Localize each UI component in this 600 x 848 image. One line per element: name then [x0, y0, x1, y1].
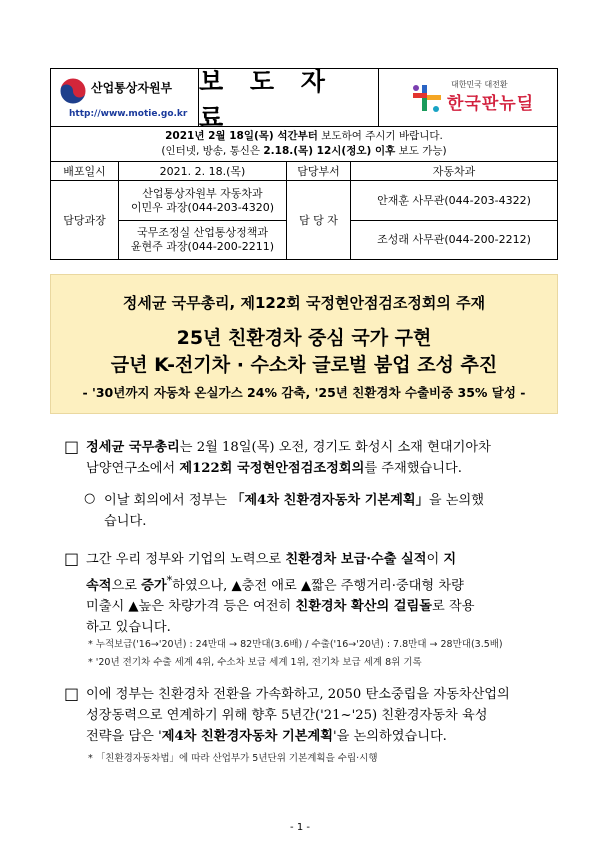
ministry-emblem-icon [59, 77, 87, 105]
p3-m: 하고 있습니다. [86, 620, 171, 636]
p3-d: 지 [443, 552, 457, 567]
dept-label: 담당부서 [287, 162, 351, 180]
manager-2-dept: 국무조정실 산업통상정책과 [136, 226, 268, 239]
p1-b: 는 2월 18일(목) 오전, 경기도 화성시 소재 현대기아차 [179, 440, 491, 455]
manager-label: 담당과장 [51, 181, 119, 259]
headline-box [50, 274, 558, 414]
p3-line-4 [86, 617, 566, 638]
manager-1-name: 이민우 과장(044-203-4320) [130, 200, 275, 214]
manager-2 [119, 220, 286, 259]
brand-cell [379, 69, 557, 126]
manager-2-name: 윤현주 과장(044-200-2211) [130, 240, 275, 253]
p3-k: 친환경차 확산의 걸림돌 [295, 599, 433, 615]
korean-new-deal-logo-icon [407, 83, 443, 113]
page-number: - 1 - [290, 822, 310, 833]
p3-line-2 [86, 570, 566, 596]
p2-line-2 [104, 511, 564, 532]
p4-c: 전략을 담은 ' [86, 729, 162, 744]
p1-c: 남양연구소에서 [86, 461, 180, 476]
paragraph-1 [86, 437, 566, 479]
managers-cell [119, 181, 287, 259]
square-bullet-icon: □ [64, 549, 80, 568]
p3-l: 로 작용 [432, 599, 475, 615]
release-line-2 [51, 144, 557, 159]
p3-h: * [166, 574, 173, 587]
p4-line-1: 이에 정부는 친환경차 전환을 가속화하고, 2050 탄소중립을 자동차산업의 [86, 687, 510, 702]
p3-c: 이 [426, 552, 444, 567]
p3-b: 친환경차 보급·수출 실적 [285, 552, 427, 567]
brand-subtitle: 대한민국 대전환 [451, 80, 508, 89]
p3-j: 미출시 ▲높은 차량가격 등은 여전히 [86, 599, 296, 615]
footnote-3: * 「친환경자동차법」에 따라 산업부가 5년단위 기본계획을 수립·시행 [88, 753, 378, 764]
p1-d: 제122회 국정현안점검조정회의 [179, 461, 365, 476]
headline-title-1: 25년 친환경차 중심 국가 구현 [176, 327, 432, 349]
staff-cell [351, 181, 557, 259]
brand-title: 한국판뉴딜 [447, 94, 535, 114]
paragraph-4 [86, 684, 566, 747]
dept-value: 자동차과 [432, 165, 476, 178]
ministry-logo-cell [51, 69, 199, 126]
ministry-url-link[interactable]: http://www.motie.go.kr [69, 109, 188, 119]
p2-c: 을 논의했 [428, 493, 484, 508]
release-line-2-pre: (인터넷, 방송, 통신은 [161, 145, 264, 157]
staff-label: 담 당 자 [287, 181, 351, 259]
p3-f: 으로 [111, 578, 142, 594]
p3-line-3 [86, 596, 566, 617]
staff-1: 안재훈 사무관(044-203-4322) [377, 193, 531, 207]
headline-title-2: 금년 K-전기차 · 수소차 글로벌 붐업 조성 추진 [110, 354, 498, 376]
release-line-2-post: 보도 가능) [395, 145, 447, 157]
p4-d: 제4차 친환경자동차 기본계획 [161, 729, 333, 744]
p3-e: 속적 [86, 578, 112, 594]
p1-a: 정세균 국무총리 [86, 440, 180, 455]
headline-note: - '30년까지 자동차 온실가스 24% 감축, '25년 친환경차 수출비중 35% 달성 - [82, 385, 526, 400]
paragraph-3 [86, 549, 566, 638]
staff-2: 조성래 사무관(044-200-2212) [351, 220, 557, 259]
dist-value: 2021. 2. 18.(목) [119, 162, 287, 180]
release-timing [51, 127, 557, 162]
p4-line-2: 성장동력으로 연계하기 위해 향후 5년간('21~'25) 친환경자동차 육성 [86, 708, 488, 723]
p3-i: 하였으나, ▲충전 애로 ▲짧은 주행거리·중대형 차량 [172, 578, 464, 594]
p2-d: 습니다. [104, 514, 147, 529]
manager-1-dept: 산업통상자원부 자동차과 [142, 186, 263, 200]
p2-b: 「제4차 친환경자동차 기본계획」 [231, 493, 429, 508]
p1-e: 를 주재했습니다. [364, 461, 462, 476]
square-bullet-icon: □ [64, 437, 80, 456]
footnote-2: * '20년 전기차 수출 세계 4위, 수소차 보급 세계 1위, 전기차 보급 세계 8위 기록 [88, 657, 422, 668]
manager-1 [119, 181, 286, 220]
p3-line-1 [86, 549, 566, 570]
contacts-row [51, 181, 557, 259]
p4-e: '을 논의하였습니다. [332, 729, 447, 744]
release-date: 2021년 2월 18일(목) 석간부터 [165, 130, 318, 142]
release-line-1-rest: 보도하여 주시기 바랍니다. [317, 130, 443, 142]
doc-title-cell [199, 66, 379, 132]
release-line-1 [51, 129, 557, 144]
p3-a: 그간 우리 정부와 기업의 노력으로 [86, 552, 286, 567]
header-table [50, 68, 558, 260]
p2-line-1 [104, 490, 564, 511]
paragraph-2 [104, 490, 564, 532]
headline-subtitle: 정세균 국무총리, 제122회 국정현안점검조정회의 주재 [122, 294, 486, 312]
p4-line-3 [86, 726, 566, 747]
footnote-1: * 누적보급('16→'20년) : 24만대 → 82만대(3.6배) / 수출('16→'20년) : 7.8만대 → 28만대(3.5배) [88, 639, 503, 650]
header-top-row [51, 66, 557, 132]
ministry-name: 산업통상자원부 [91, 81, 173, 95]
circle-bullet-icon: ○ [84, 491, 96, 506]
p2-a: 이날 회의에서 정부는 [104, 493, 232, 508]
distribution-row [51, 162, 557, 181]
doc-title: 보 도 자 료 [199, 66, 334, 132]
release-online-time: 2.18.(목) 12시(정오) 이후 [263, 145, 396, 157]
p1-line-1 [86, 437, 566, 458]
p3-g: 증가 [141, 578, 167, 594]
square-bullet-icon: □ [64, 684, 80, 703]
p1-line-2 [86, 458, 566, 479]
dist-label: 배포일시 [51, 162, 119, 180]
